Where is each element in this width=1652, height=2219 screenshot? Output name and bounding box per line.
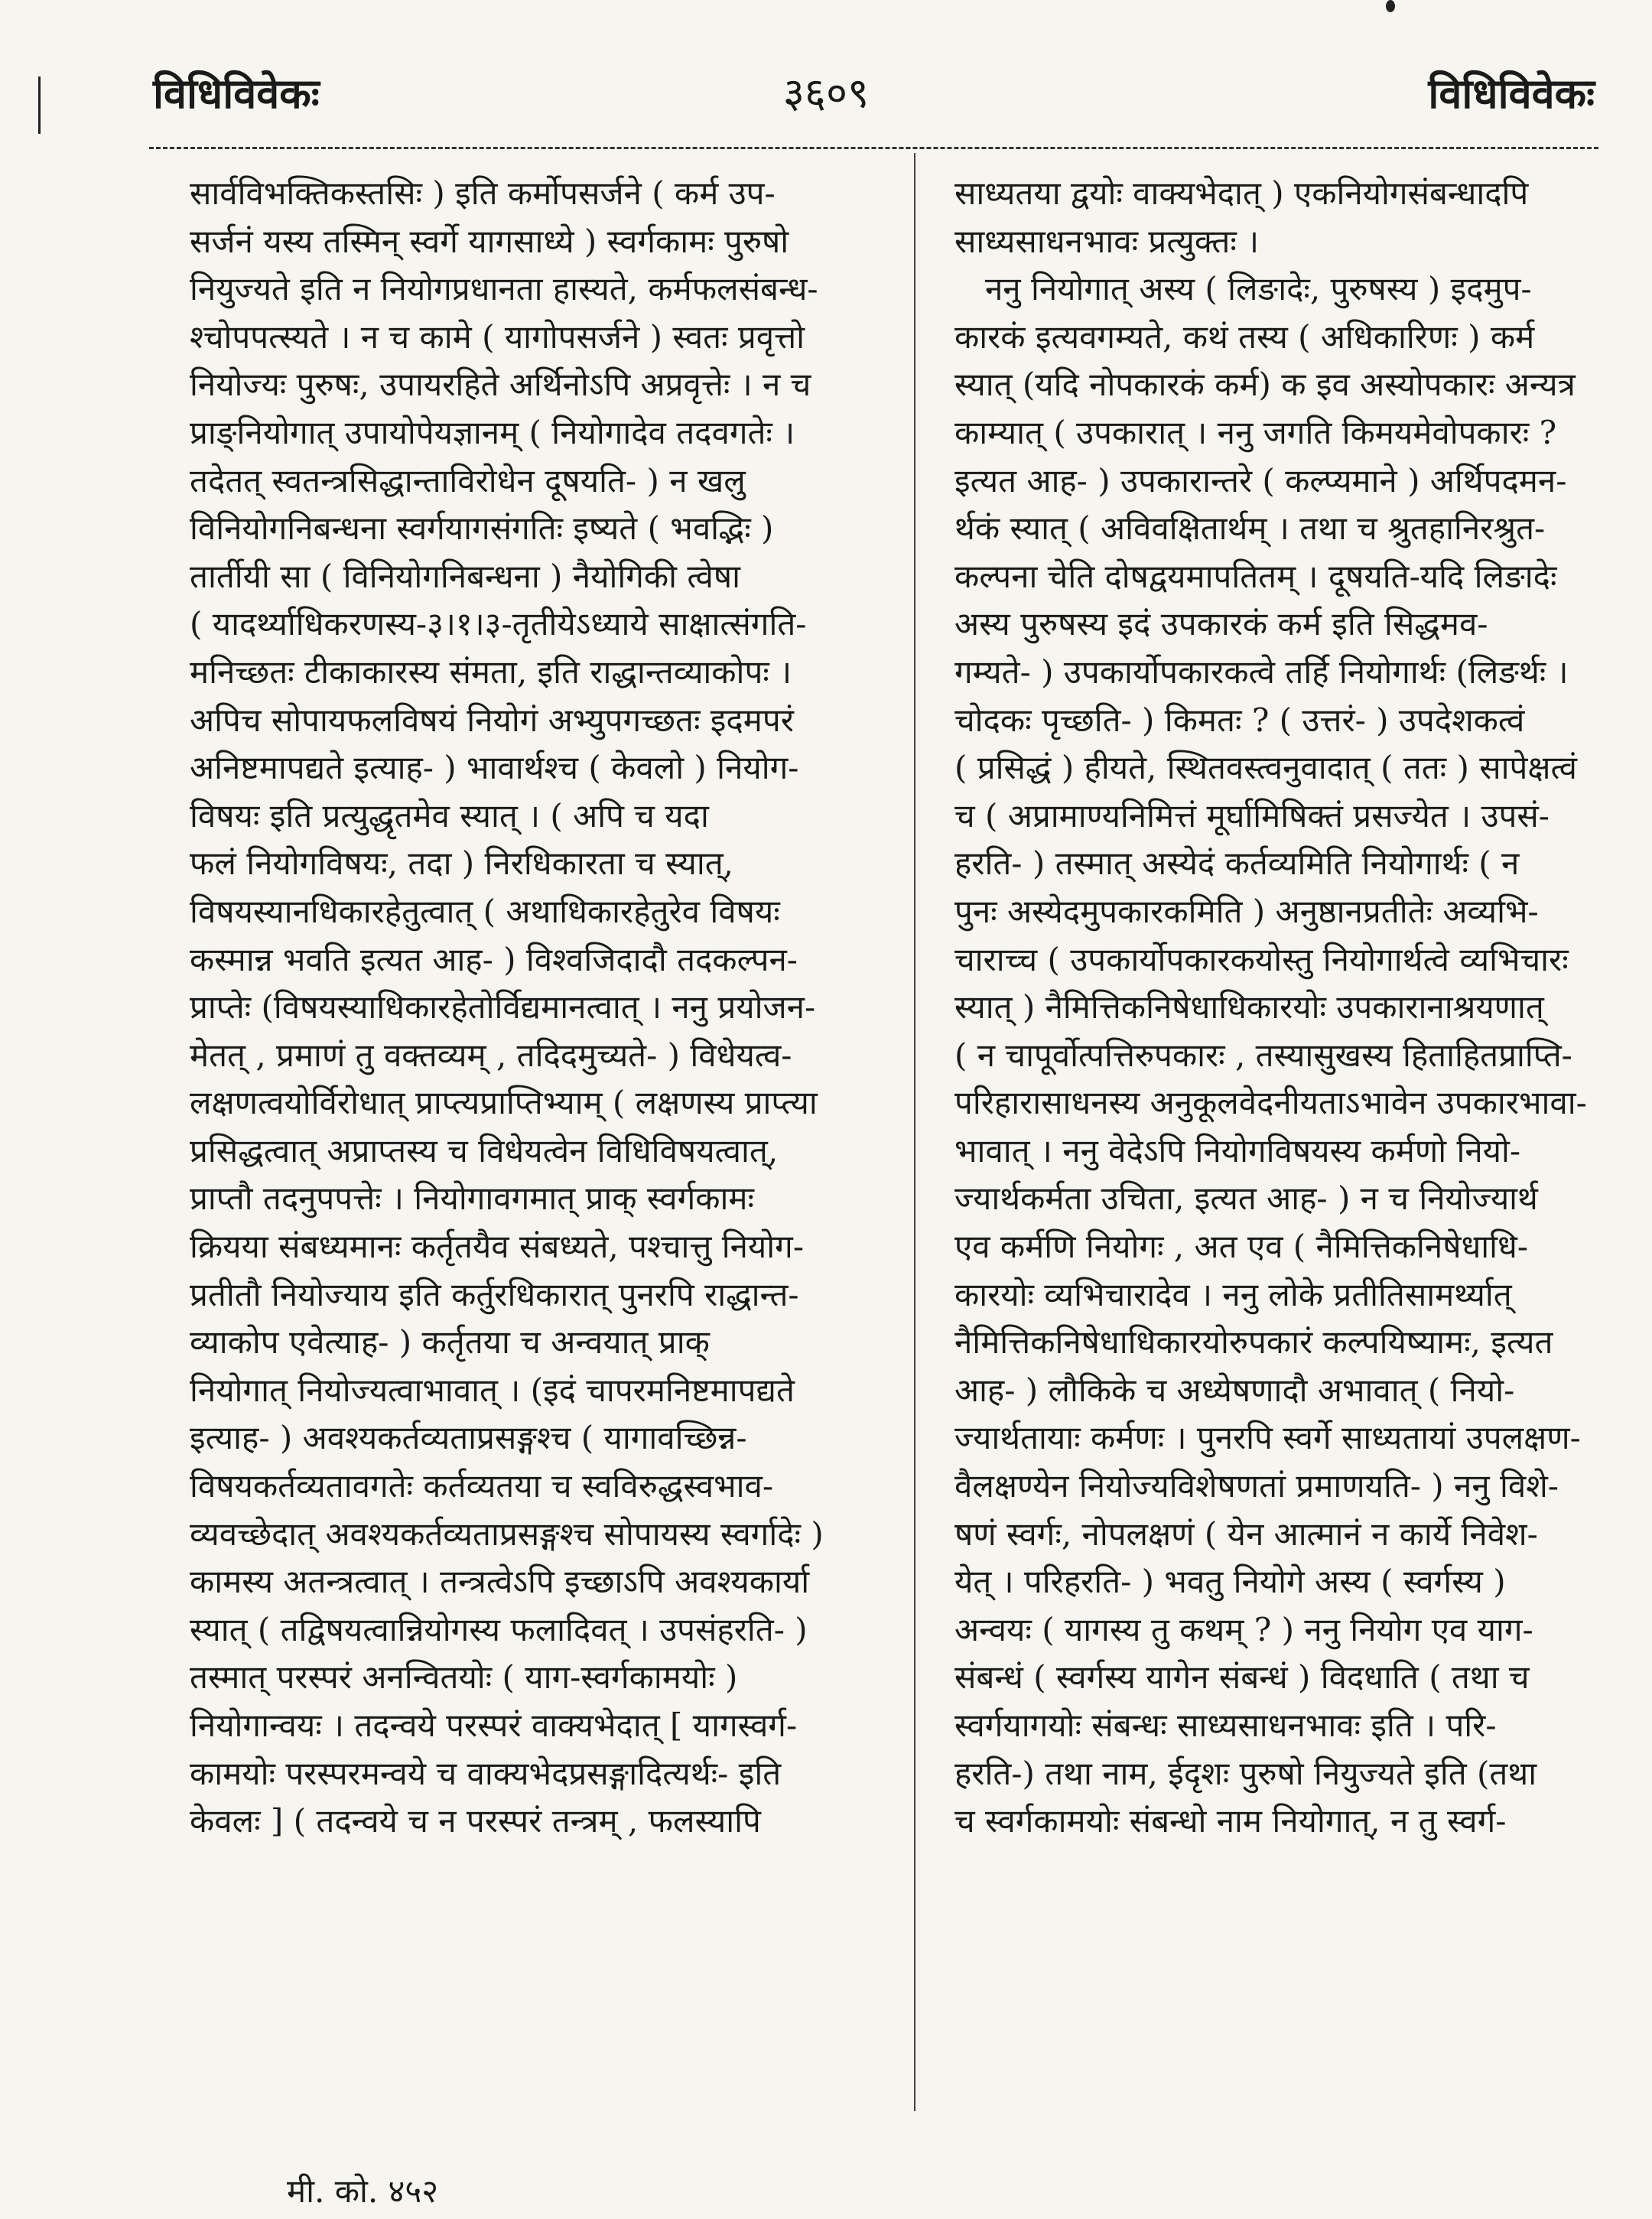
text-line: तस्मात् परस्परं अनन्वितयोः ( याग-स्वर्गकामयोः ) [190,1658,738,1697]
text-line: आह- ) लौकिके च अध्येषणादौ अभावात् ( नियो- [954,1371,1515,1409]
text-line: ज्यार्थतायाः कर्मणः । पुनरपि स्वर्गे साध्यतायां उपलक्षण- [954,1419,1581,1457]
text-line: मनिच्छतः टीकाकारस्य संमता, इति राद्धान्तव्याकोपः । [190,652,792,691]
text-line: व्याकोप एवेत्याह- ) कर्तृतया च अन्वयात् प्राक् [190,1323,710,1362]
text-line: स्यात् ) नैमित्तिकनिषेधाधिकारयोः उपकारानाश्रयणात् [954,988,1544,1027]
text-line: हरति- ) तस्मात् अस्येदं कर्तव्यमिति नियोगार्थः ( न [954,844,1520,883]
text-line: च स्वर्गकामयोः संबन्धो नाम नियोगात्, न तु स्वर्ग- [954,1802,1507,1840]
text-line: साध्यसाधनभावः प्रत्युक्तः । [954,222,1260,260]
column-divider [914,153,915,2111]
text-line: विनियोगनिबन्धना स्वर्गयागसंगतिः इष्यते ( भवद्भिः ) [190,509,774,548]
text-line: ( यादर्थ्याधिकरणस्य-३।१।३-तृतीयेऽध्याये साक्षात्संगति- [190,605,807,643]
text-line: विषयकर्तव्यतावगतेः कर्तव्यतया च स्वविरुद्धस्वभाव- [190,1467,774,1505]
text-line: कारकं इत्यवगम्यते, कथं तस्य ( अधिकारिणः ) कर्म [954,317,1535,356]
text-line: केवलः ] ( तदन्वये च न परस्परं तन्त्रम् , फलस्यापि [190,1802,761,1840]
text-line: इत्याह- ) अवश्यकर्तव्यताप्रसङ्गश्च ( यागावच्छिन्न- [190,1419,747,1457]
text-line: साध्यतया द्वयोः वाक्यभेदात् ) एकनियोगसंबन्धादपि [954,174,1529,212]
text-line: षणं स्वर्गः, नोपलक्षणं ( येन आत्मानं न कार्ये निवेश- [954,1515,1538,1553]
text-line: हरति-) तथा नाम, ईदृशः पुरुषो नियुज्यते इति (तथा [954,1754,1537,1792]
running-title-right: विधिविवेकः [1428,69,1595,118]
text-line: काम्यात् ( उपकारात् । ननु जगति किमयमेवोपकारः ? [954,413,1557,451]
text-line: नियोगात् नियोज्यत्वाभावात् । (इदं चापरमनिष्टमापद्यते [190,1371,795,1409]
text-line: परिहारासाधनस्य अनुकूलवेदनीयताऽभावेन उपकारभावा- [954,1084,1587,1122]
running-title-left: विधिविवेकः [153,69,320,118]
text-line: च ( अप्रामाण्यनिमित्तं मूर्घामिषिक्तं प्रसज्येत । उपसं- [954,796,1550,835]
ink-dot-mark [1386,0,1395,12]
right-column [954,170,1593,1846]
text-line: गम्यते- ) उपकार्योपकारकत्वे तर्हि नियोगार्थः (लिङर्थः । [954,652,1569,691]
text-line: स्वर्गयागयोः संबन्धः साध्यसाधनभावः इति । परि- [954,1707,1497,1744]
text-line: प्रतीतौ नियोज्याय इति कर्तुरधिकारात् पुनरपि राद्धान्त- [190,1275,799,1313]
text-line: तदेतत् स्वतन्त्रसिद्धान्ताविरोधेन दूषयति- ) न खलु [190,461,746,499]
text-line: अस्य पुरुषस्य इदं उपकारकं कर्म इति सिद्धमव- [954,605,1488,643]
text-line: नैमित्तिकनिषेधाधिकारयोरुपकारं कल्पयिष्यामः, इत्यत [954,1323,1553,1362]
text-line: लक्षणत्वयोर्विरोधात् प्राप्त्यप्राप्तिभ्याम् ( लक्षणस्य प्राप्त्या [190,1084,818,1122]
text-line: फलं नियोगविषयः, तदा ) निरधिकारता च स्यात्, [190,844,733,883]
text-line: र्थकं स्यात् ( अविवक्षितार्थम् । तथा च श्रुतहानिरश्रुत- [954,509,1546,548]
text-line: चाराच्च ( उपकार्योपकारकयोस्तु नियोगार्थत्वे व्यभिचारः [954,940,1569,978]
text-line: एव कर्मणि नियोगः , अत एव ( नैमित्तिकनिषेधाधि- [954,1228,1529,1266]
text-line: वैलक्षण्येन नियोज्यविशेषणतां प्रमाणयति- ) ननु विशे- [954,1467,1559,1505]
text-line: कल्पना चेति दोषद्वयमापतितम् । दूषयति-यदि लिङादेः [954,557,1557,595]
text-line: पुनः अस्येदमुपकारकमिति ) अनुष्ठानप्रतीतेः अव्यभि- [954,892,1539,930]
text-line: तार्तीयी सा ( विनियोगनिबन्धना ) नैयोगिकी त्वेषा [190,557,740,595]
text-line: स्यात् ( तद्विषयत्वान्नियोगस्य फलादिवत् । उपसंहरति- ) [190,1610,808,1648]
text-line: कामयोः परस्परमन्वये च वाक्यभेदप्रसङ्गादित्यर्थः- इति [190,1754,782,1792]
text-line: सार्वविभक्तिकस्तसिः ) इति कर्मोपसर्जने ( कर्म उप- [190,174,776,212]
text-line: येत् । परिहरति- ) भवतु नियोगे अस्य ( स्वर्गस्य ) [954,1563,1506,1601]
text-line: नियुज्यते इति न नियोगप्रधानता हास्यते, कर्मफलसंबन्ध- [190,270,818,308]
page-number: ३६०९ [782,69,870,117]
text-line: अन्वयः ( यागस्य तु कथम् ? ) ननु नियोग एव याग- [954,1610,1533,1648]
text-line: कस्मान्न भवति इत्यत आह- ) विश्वजिदादौ तदकल्पन- [190,940,798,978]
text-line: सर्जनं यस्य तस्मिन् स्वर्गे यागसाध्ये ) स्वर्गकामः पुरुषो [190,222,789,260]
text-line: विषयः इति प्रत्युद्धृतमेव स्यात् । ( अपि च यदा [190,796,709,835]
text-line: ( प्रसिद्धं ) हीयते, स्थितवस्त्वनुवादात् ( ततः ) सापेक्षत्वं [954,749,1577,787]
text-line: चोदकः पृच्छति- ) किमतः ? ( उत्तरं- ) उपदेशकत्वं [954,701,1525,739]
text-line: अनिष्टमापद्यते इत्याह- ) भावार्थश्च ( केवलो ) नियोग- [190,749,799,787]
text-line: प्रसिद्धत्वात् अप्राप्तस्य च विधेयत्वेन विधिविषयत्वात्, [190,1131,779,1170]
text-line: स्यात् (यदि नोपकारकं कर्म) क इव अस्योपकारः अन्यत्र [954,366,1576,404]
text-line: भावात् । ननु वेदेऽपि नियोगविषयस्य कर्मणो नियो- [954,1131,1521,1170]
text-line: अपिच सोपायफलविषयं नियोगं अभ्युपगच्छतः इदमपरं [190,701,794,739]
text-line: प्राप्तेः (विषयस्याधिकारहेतोर्विद्यमानत्वात् । ननु प्रयोजन- [190,988,816,1027]
text-line: ( न चापूर्वोत्पत्तिरुपकारः , तस्यासुखस्य हिताहितप्राप्ति- [954,1036,1572,1074]
margin-mark [38,76,41,134]
text-line: संबन्धं ( स्वर्गस्य यागेन संबन्धं ) विदधाति ( तथा च [954,1658,1530,1697]
footer-signature: मी. को. ४५२ [287,2172,439,2210]
text-line: प्राङ्नियोगात् उपायोपेयज्ञानम् ( नियोगादेव तदवगतेः । [190,413,795,451]
left-column [190,170,883,1846]
text-line: श्चोपपत्स्यते । न च कामे ( यागोपसर्जने ) स्वतः प्रवृत्तो [190,317,805,356]
text-line: नियोज्यः पुरुषः, उपायरहिते अर्थिनोऽपि अप्रवृत्तेः । न च [190,366,811,404]
text-line: क्रियया संबध्यमानः कर्तृतयैव संबध्यते, पश्चात्तु नियोग- [190,1228,805,1266]
text-line: इत्यत आह- ) उपकारान्तरे ( कल्प्यमाने ) अर्थिपदमन- [954,461,1567,499]
text-line: विषयस्यानधिकारहेतुत्वात् ( अथाधिकारहेतुरेव विषयः [190,892,780,930]
text-line: ज्यार्थकर्मता उचिता, इत्यत आह- ) न च नियोज्यार्थ [954,1179,1538,1218]
text-line: प्राप्तौ तदनुपपत्तेः । नियोगावगमात् प्राक् स्वर्गकामः [190,1179,754,1218]
text-line: ननु नियोगात् अस्य ( लिङादेः, पुरुषस्य ) इदमुप- [985,270,1532,308]
text-line: कामस्य अतन्त्रत्वात् । तन्त्रत्वेऽपि इच्छाऽपि अवश्यकार्या [190,1563,810,1601]
text-line: कारयोः व्यभिचारादेव । ननु लोके प्रतीतिसामर्थ्यात् [954,1275,1512,1313]
header-rule [149,147,1598,149]
text-line: व्यवच्छेदात् अवश्यकर्तव्यताप्रसङ्गश्च सोपायस्य स्वर्गादेः ) [190,1515,824,1553]
text-line: नियोगान्वयः । तदन्वये परस्परं वाक्यभेदात् [ यागस्वर्ग- [190,1707,798,1744]
text-line: मेतत् , प्रमाणं तु वक्तव्यम् , तदिदमुच्यते- ) विधेयत्व- [190,1036,792,1074]
